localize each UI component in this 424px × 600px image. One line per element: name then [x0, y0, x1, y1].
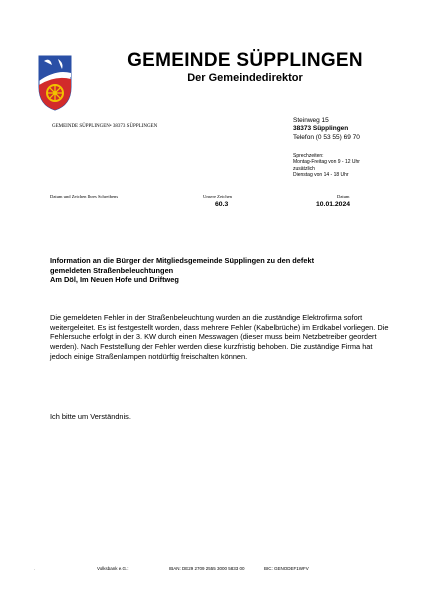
letter-body: Die gemeldeten Fehler in der Straßenbeleuchtung wurden an die zuständige Elektrofirma sofort weitergeleitet. Es ist festgestellt worden, dass mehrere Fehler (Kabelbrüche) im Erdkabel vorliegen. Die Fehlersuche erfolgt in der 3. KW durch einen Messwagen (dieser muss beim Netzbetreiber geordert werden). Nach Feststellung der Fehler werden diese kurzfristig behoben. Die zuständige Firma hat jedoch einige Straßenlampen notdürftig freischalten können.: [50, 313, 389, 361]
label-date: Datum: [337, 194, 350, 199]
letter-date: 10.01.2024: [316, 201, 351, 208]
address-block: [293, 117, 360, 142]
closing-line: Ich bitte um Verständnis.: [50, 412, 131, 421]
hours-label: Sprechzeiten:: [293, 153, 324, 159]
street: Steinweg 15: [293, 117, 329, 124]
hours-line-1: Montag-Freitag von 9 - 12 Uhr: [293, 159, 360, 166]
hours-line-2: zusätzlich: [293, 165, 315, 172]
footer-bic: BIC: GENODEF1WFV: [264, 566, 309, 571]
sender-return-line: GEMEINDE SÜPPLINGEN• 38373 SÜPPLINGEN: [52, 124, 158, 129]
phone: Telefon (0 53 55) 69 70: [293, 133, 360, 141]
municipality-title: GEMEINDE SÜPPLINGEN: [127, 50, 363, 71]
label-our-reference: Unsere Zeichen: [203, 194, 232, 199]
footer-bank: Volksbank e.G.:: [97, 566, 129, 571]
subject-block: [50, 256, 390, 285]
subject-line-3: Am Döl, Im Neuen Hofe und Driftweg: [50, 275, 179, 285]
subject-line-1: Information an die Bürger der Mitgliedsgemeinde Süpplingen zu den defekt: [50, 256, 315, 265]
coat-of-arms-icon: [38, 55, 72, 111]
office-hours: [293, 153, 360, 178]
hours-line-3: Dienstag von 14 - 18 Uhr: [293, 171, 349, 178]
postal-city: 38373 Süpplingen: [293, 125, 349, 133]
our-reference: 60.3: [215, 201, 229, 208]
footer-iban: IBAN: DE29 2709 2555 3000 5833 00: [169, 566, 245, 571]
label-your-reference: Datum und Zeichen Ihres Schreibens: [50, 194, 119, 199]
office-subtitle: Der Gemeindedirektor: [187, 72, 303, 84]
subject-line-2: gemeldeten Straßenbeleuchtungen: [50, 265, 174, 275]
footer-mark: .: [34, 566, 36, 571]
